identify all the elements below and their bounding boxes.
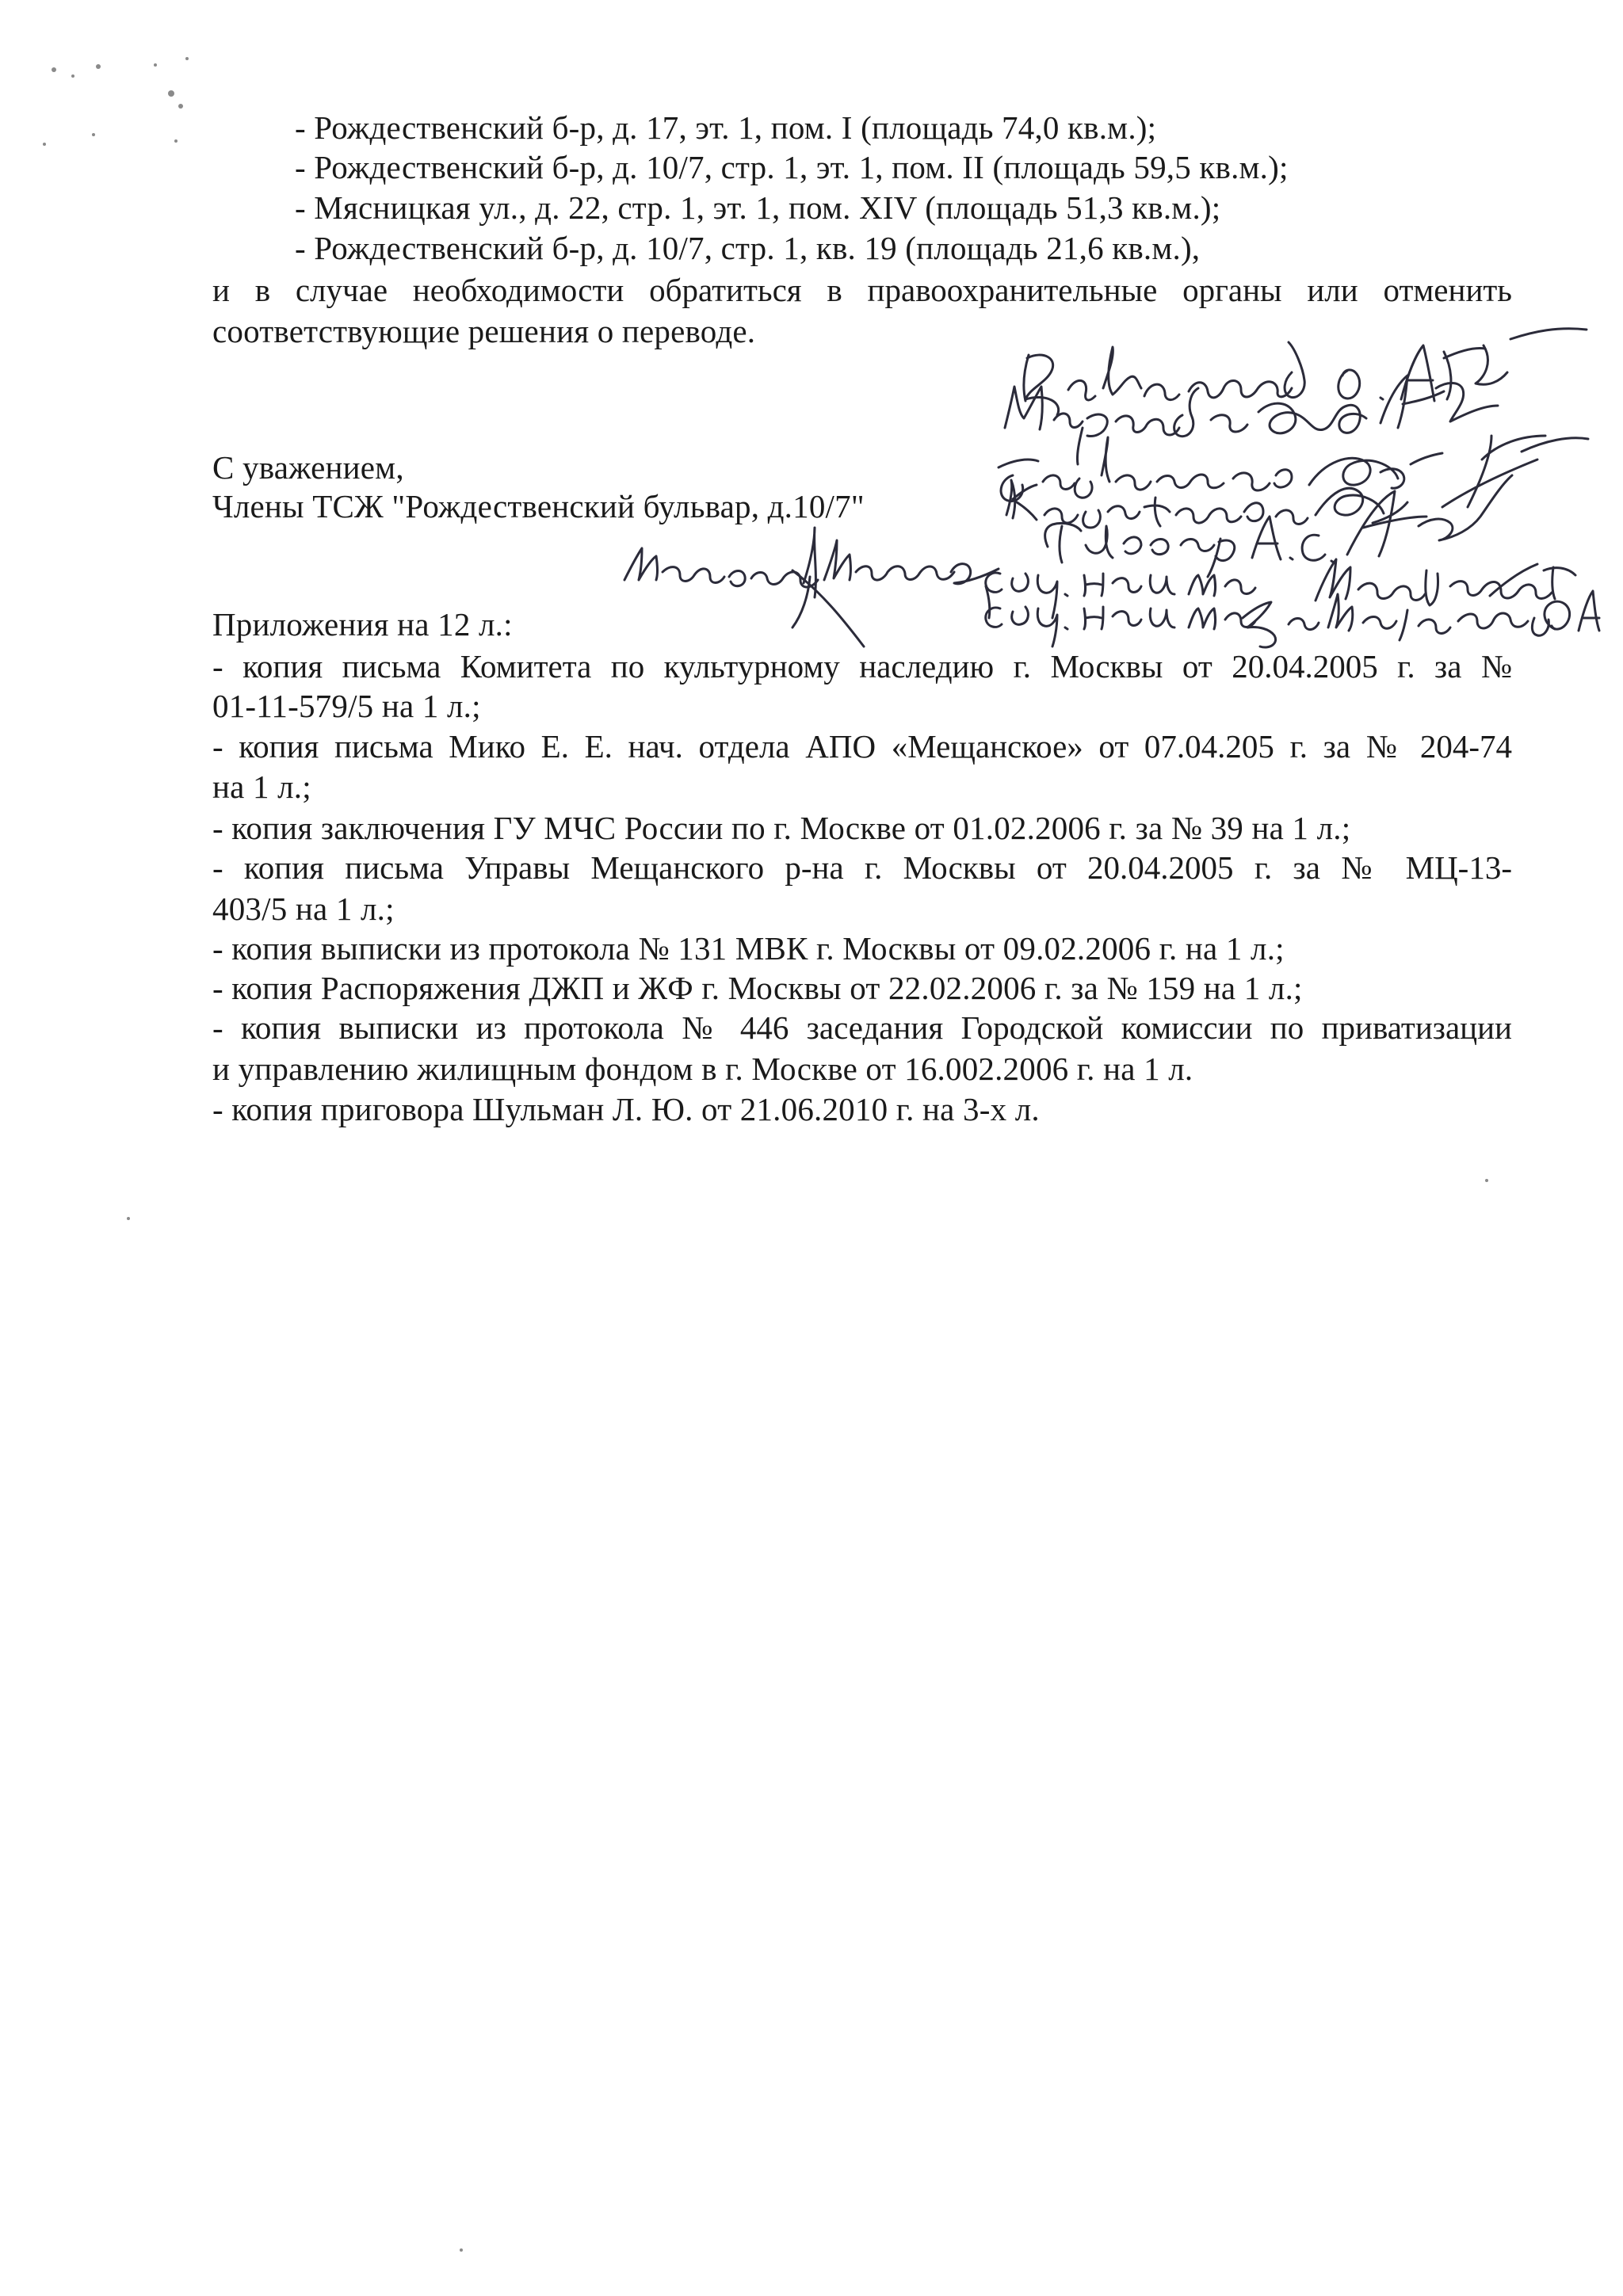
attachment-4-line-2: 403/5 на 1 л.;	[212, 891, 395, 927]
premises-item-2: - Рождественский б-р, д. 10/7, стр. 1, эт. 1, пом. II (площадь 59,5 кв.м.);	[295, 149, 1289, 185]
signature-goloveshko	[999, 436, 1588, 507]
attachment-2-line-2: на 1 л.;	[212, 769, 311, 805]
signature-zlydina	[1243, 591, 1599, 647]
closing-paragraph-line-1: и в случае необходимости обратиться в правоохранительные органы или отменить	[212, 272, 1512, 308]
attachment-8-line-1: - копия приговора Шульман Л. Ю. от 21.06.2010 г. на 3-х л.	[212, 1091, 1040, 1127]
signature-social-tenant-2	[986, 607, 1255, 646]
attachment-3-line-1: - копия заключения ГУ МЧС России по г. Москве от 01.02.2006 г. за № 39 на 1 л.;	[212, 810, 1351, 846]
signature-korotenko	[1006, 480, 1407, 528]
attachments-heading: Приложения на 12 л.:	[212, 606, 513, 643]
signature-flourish-2	[1442, 460, 1537, 507]
signature-baladanova	[1024, 329, 1587, 415]
attachment-4-line-1: - копия письма Управы Мещанского р-на г. Москвы от 20.04.2005 г. за № МЦ-13-	[212, 849, 1512, 886]
premises-item-1: - Рождественский б-р, д. 17, эт. 1, пом. I (площадь 74,0 кв.м.);	[295, 109, 1157, 146]
attachment-2-line-1: - копия письма Мико Е. Е. нач. отдела АПО «Мещанское» от 07.04.205 г. за № 204-74	[212, 728, 1512, 765]
premises-item-4: - Рождественский б-р, д. 10/7, стр. 1, кв. 19 (площадь 21,6 кв.м.),	[295, 230, 1201, 266]
attachment-7-line-1: - копия выписки из протокола № 446 заседания Городской комиссии по приватизации	[212, 1009, 1512, 1046]
attachment-6-line-1: - копия Распоряжения ДЖП и ЖФ г. Москвы от 22.02.2006 г. за № 159 на 1 л.;	[212, 970, 1303, 1006]
closing-paragraph-line-2: соответствующие решения о переводе.	[212, 313, 756, 349]
signature-social-tenant-1	[986, 573, 1255, 618]
premises-item-3: - Мясницкая ул., д. 22, стр. 1, эт. 1, пом. XIV (площадь 51,3 кв.м.);	[295, 189, 1221, 226]
signature-mironova	[1005, 376, 1498, 464]
signature-shulman-right	[1316, 559, 1575, 605]
attachment-1-line-2: 01-11-579/5 на 1 л.;	[212, 688, 481, 724]
signatory: Члены ТСЖ "Рождественский бульвар, д.10/7"	[212, 488, 865, 524]
attachment-1-line-1: - копия письма Комитета по культурному наследию г. Москвы от 20.04.2005 г. за №	[212, 648, 1512, 685]
signature-flourish	[792, 570, 864, 646]
attachment-5-line-1: - копия выписки из протокола № 131 МВК г. Москвы от 09.02.2006 г. на 1 л.;	[212, 930, 1285, 967]
signature-gureeva	[1045, 475, 1512, 577]
salutation: С уважением,	[212, 449, 404, 486]
signature-shulman	[624, 528, 999, 627]
attachment-7-line-2: и управлению жилищным фондом в г. Москве от 16.002.2006 г. на 1 л.	[212, 1051, 1193, 1087]
